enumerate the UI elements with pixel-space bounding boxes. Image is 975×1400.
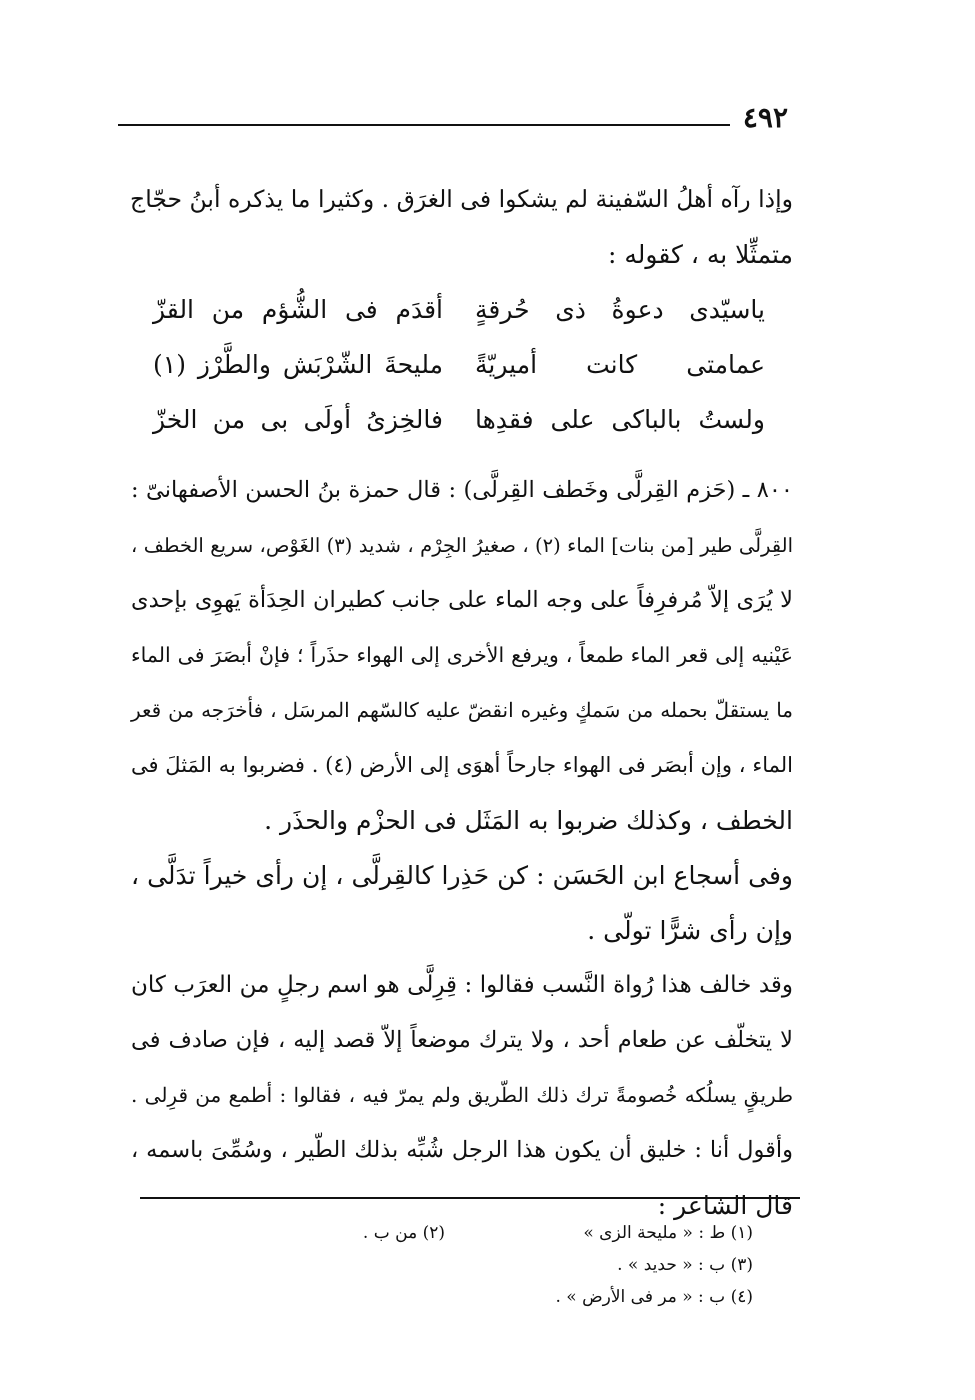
text-line: الماء ، وإن أبصَر فى الهواء جارحاً أهوَى إلى الأرض (٤) . فضربوا به المَثلَ فى [131,753,793,777]
page-number: ٤٩٢ [742,101,788,134]
footnote-2: (٢) من ب . [362,1223,445,1243]
page-body [131,172,793,1233]
verse-first-hemistich: عمامتى كانت أميريّةً [475,350,765,379]
text-line: وإذا رآه أهلُ السّفينة لم يشكوا فى الغرَق . وكثيرا ما يذكره أبنُ حجّاج [130,185,793,213]
verse-first-hemistich: ولستُ بالباكى على فقدِها [475,405,765,434]
text-line: وفى أسجاع ابن الحَسَن : كن حَذِرا كالقِرلَّى ، إن رأى خيراً تدَلَّى ، [131,861,793,890]
spacer [131,447,793,463]
text-line: الخطف ، وكذلك ضربوا به المَثَل فى الحزْم والحذَر . [264,806,793,835]
text-line: متمثِّلا به ، كقوله : [608,240,793,269]
footnote-1: (١) ط : « مليحة الزى » [583,1223,753,1243]
text-line: وإن رأى شرًّا تولّى . [587,916,793,945]
text-line: وقد خالف هذا رُواة النَّسب فقالوا : قِرِلَّى هو اسم رجلٍ من العرَب كان [131,972,793,998]
entry-paragraph [131,463,793,848]
footnote-rule [140,1197,800,1199]
author-paragraph [131,1123,793,1233]
text-line: لا يتخلّف عن طعام أحد ، ولا يترك موضعاً إلاّ قصد إليه ، فإن صادف فى [131,1027,793,1053]
text-line: لا يُرَى إلاّ مُرفرِفاً على وجه الماء على جانب كطيران الحِدَأة يَهوِى بإحدى [131,587,793,613]
text-line: عَيْنيه إلى قعر الماء طمعاً ، ويرفع الأخرى إلى الهواء حذَراً ؛ فإنْ أبصَرَ فى الماء [131,643,793,667]
text-line: القِرلَّى طير [من بنات] الماء (٢) ، صغيرُ الجِرْم ، شديد (٣) الغَوْص، سريع الخطف ، [131,534,793,557]
verse-line [153,337,765,392]
footnote-3: (٣) ب : « حديد » . [617,1255,753,1275]
text-line: قال الشاعر : [657,1191,793,1220]
verse-first-hemistich: ياسيّدى دعوةُ ذى حُرقةٍ [475,295,765,324]
poem [131,282,793,447]
text-line: وأقول أنا : خليق أن يكون هذا الرجل شُبِّه بذلك الطّير ، وسُمِّىَ باسمه ، [131,1137,793,1163]
verse-second-hemistich: أقدَم فى الشُّؤم من القزّ [153,295,443,324]
verse-line [153,392,765,447]
intro-paragraph [131,172,793,282]
header-rule [118,124,730,126]
page-header [118,98,788,138]
narrators-paragraph [131,958,793,1123]
footnote-4: (٤) ب : « مر فى الأرض » . [555,1287,753,1307]
verse-second-hemistich: مليحةَ الشّرْبَش والطَّرْز (١) [153,350,443,379]
text-line: طريقٍ يسلُكه خُصومةً ترك ذلك الطّريق ولم يمرّ فيه ، فقالوا : أطمع من قرِلى . [131,1083,793,1107]
verse-line [153,282,765,337]
text-line: ما يستقلّ بحمله من سَمكٍ وغيره انقضّ عليه كالسّهم المرسَل ، فأخرَجه من قعر [131,698,793,722]
entry-heading-line: ٨٠٠ ـ (حَزم القِرلَّى وخَطف القِرلَّى) : قال حمزة بنُ الحسن الأصفهانىّ : [131,477,793,503]
verse-second-hemistich: فالخِزىُ أولَى بى من الخزّ [153,405,443,434]
saying-paragraph [131,848,793,958]
